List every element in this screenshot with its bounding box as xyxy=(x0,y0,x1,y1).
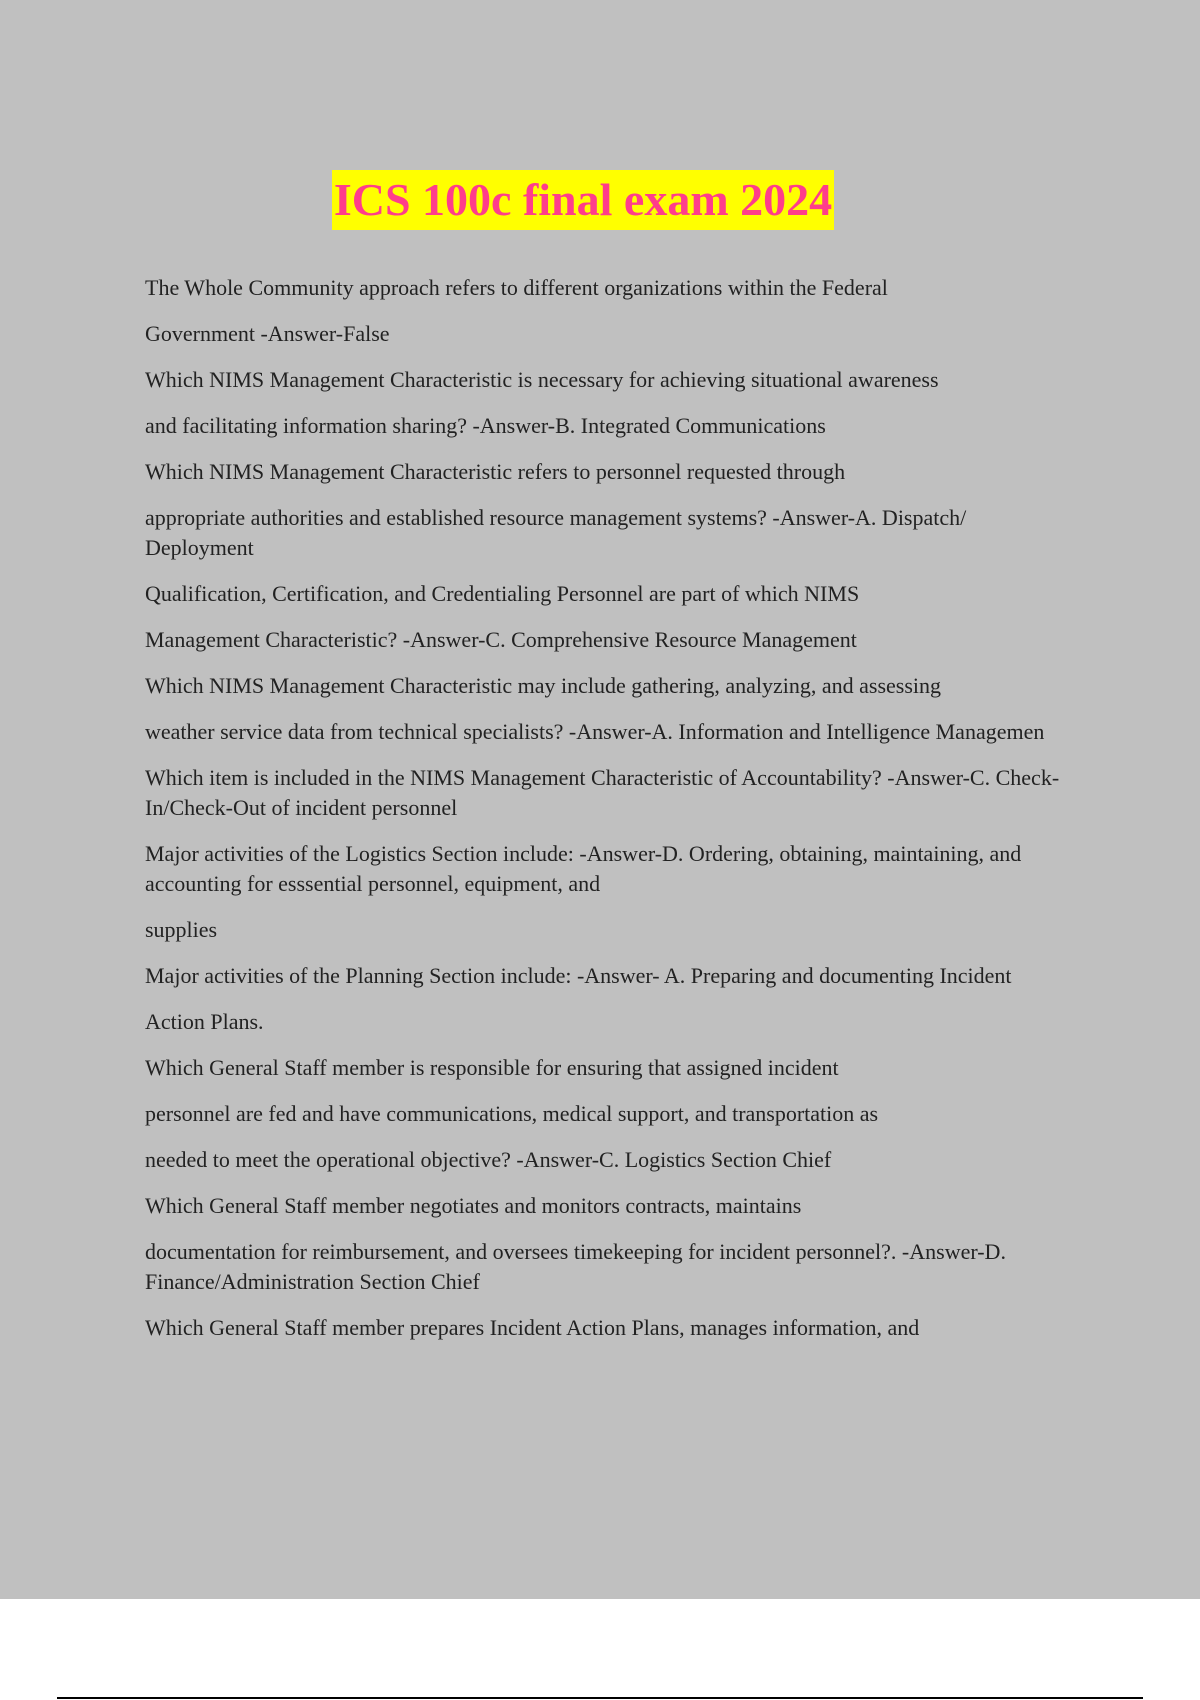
footer-divider xyxy=(57,1697,1143,1699)
text-line: Major activities of the Planning Section include: -Answer- A. Preparing and documenting Incident xyxy=(145,963,1012,988)
text-line: Major activities of the Logistics Section include: -Answer-D. Ordering, obtaining, maintaining, and accounting for esssential personnel, equipment, and xyxy=(145,841,1022,896)
text-line: Management Characteristic? -Answer-C. Comprehensive Resource Management xyxy=(145,627,857,652)
text-line: supplies xyxy=(145,917,218,942)
text-line: Which NIMS Management Characteristic refers to personnel requested through xyxy=(145,459,846,484)
text-line: documentation for reimbursement, and oversees timekeeping for incident personnel?. -Answer-D. Finance/Administration Section Chief xyxy=(145,1239,1006,1294)
document-content xyxy=(145,273,1080,1359)
text-line: Government -Answer-False xyxy=(145,321,390,346)
text-line: Which General Staff member negotiates and monitors contracts, maintains xyxy=(145,1193,802,1218)
text-line: Qualification, Certification, and Credentialing Personnel are part of which NIMS xyxy=(145,581,860,606)
document-title: ICS 100c final exam 2024 xyxy=(332,170,834,230)
text-line: Which General Staff member is responsible for ensuring that assigned incident xyxy=(145,1055,839,1080)
text-line: weather service data from technical specialists? -Answer-A. Information and Intelligence Managemen xyxy=(145,719,1045,744)
text-line: Which item is included in the NIMS Management Characteristic of Accountability? -Answer-C. Check-In/Check-Out of incident personnel xyxy=(145,765,1060,820)
text-line: The Whole Community approach refers to different organizations within the Federal xyxy=(145,275,888,300)
title-container xyxy=(0,170,1200,230)
text-line: Action Plans. xyxy=(145,1009,264,1034)
text-line: Which NIMS Management Characteristic may include gathering, analyzing, and assessing xyxy=(145,673,942,698)
text-line: needed to meet the operational objective? -Answer-C. Logistics Section Chief xyxy=(145,1147,832,1172)
text-line: personnel are fed and have communications, medical support, and transportation as xyxy=(145,1101,879,1126)
text-line: Which NIMS Management Characteristic is necessary for achieving situational awareness xyxy=(145,367,939,392)
text-line: and facilitating information sharing? -Answer-B. Integrated Communications xyxy=(145,413,826,438)
text-line: appropriate authorities and established resource management systems? -Answer-A. Dispatch/ Deployment xyxy=(145,505,967,560)
text-line: Which General Staff member prepares Incident Action Plans, manages information, and xyxy=(145,1315,920,1340)
